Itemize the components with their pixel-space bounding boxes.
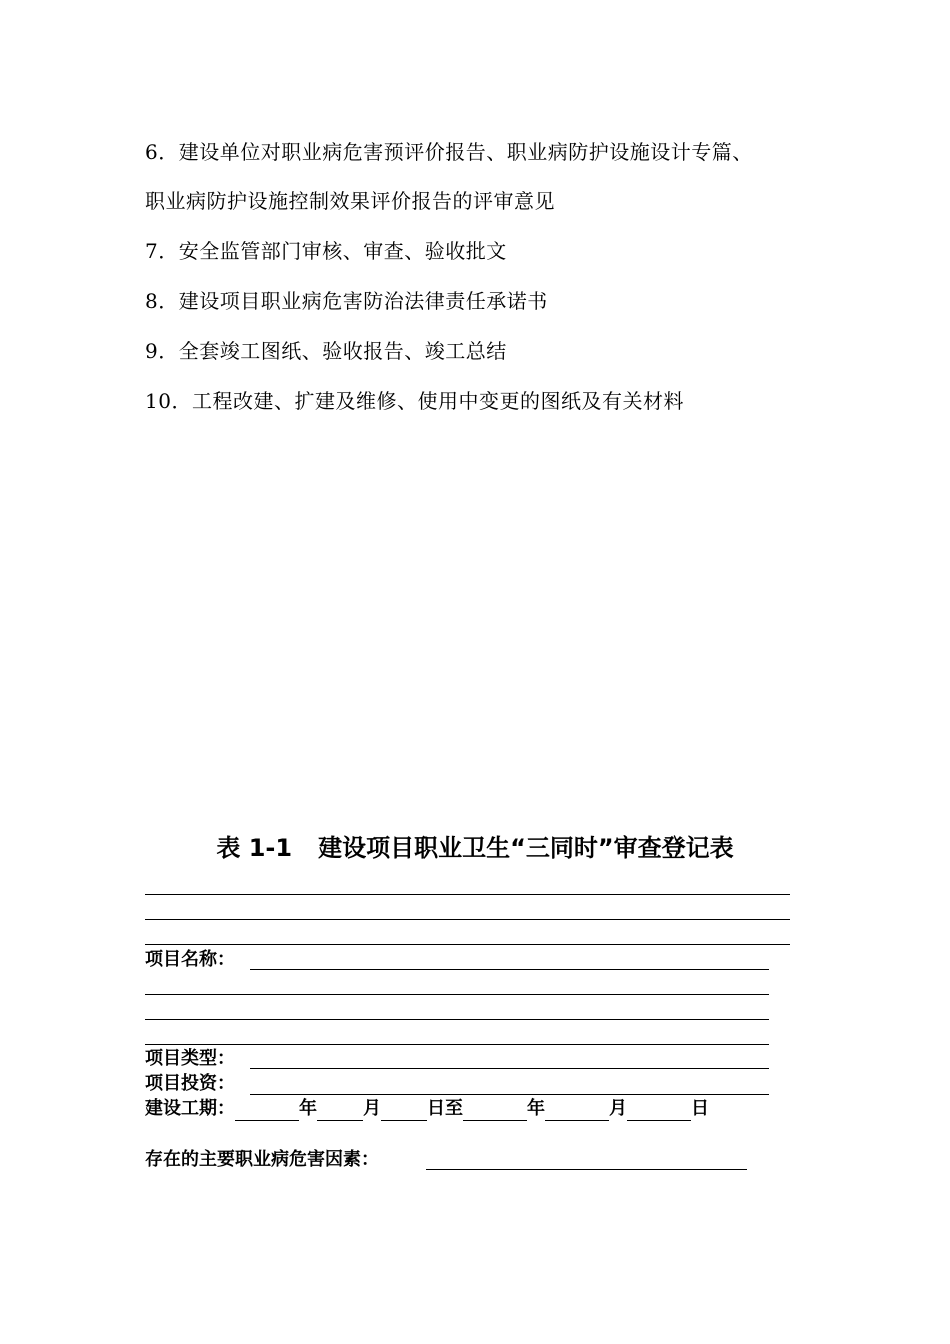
start-month-field[interactable] [317, 1100, 363, 1121]
table-code: 表 1-1 [216, 834, 293, 862]
hazard-factors-field[interactable] [426, 1169, 747, 1170]
day-label: 日 [691, 1098, 709, 1119]
start-day-field[interactable] [381, 1100, 427, 1121]
project-name-label: 项目名称： [145, 949, 235, 970]
list-item-6-continued: 职业病防护设施控制效果评价报告的评审意见 [145, 189, 555, 213]
year-label: 年 [299, 1098, 317, 1119]
list-item-7: 7．安全监管部门审核、审查、验收批文 [145, 239, 507, 263]
project-type-label: 项目类型： [145, 1048, 235, 1069]
project-investment-field[interactable] [250, 1094, 769, 1095]
blank-rule-1 [145, 894, 790, 895]
project-name-line-4[interactable] [145, 1044, 769, 1045]
project-type-field[interactable] [250, 1068, 769, 1069]
table-title-text: 建设项目职业卫生“三同时”审查登记表 [318, 834, 734, 862]
end-day-field[interactable] [627, 1100, 691, 1121]
list-item-8: 8．建设项目职业病危害防治法律责任承诺书 [145, 289, 548, 313]
project-name-line-2[interactable] [145, 994, 769, 995]
project-name-line-3[interactable] [145, 1019, 769, 1020]
table-title [0, 832, 950, 864]
construction-period-label: 建设工期： [145, 1098, 235, 1119]
blank-rule-3 [145, 944, 790, 945]
year-label-2: 年 [527, 1098, 545, 1119]
list-item-6: 6．建设单位对职业病危害预评价报告、职业病防护设施设计专篇、 [145, 140, 753, 164]
hazard-factors-label: 存在的主要职业病危害因素： [145, 1149, 379, 1170]
blank-rule-2 [145, 919, 790, 920]
project-investment-label: 项目投资： [145, 1073, 235, 1094]
month-label-2: 月 [609, 1098, 627, 1119]
month-label: 月 [363, 1098, 381, 1119]
end-year-field[interactable] [463, 1100, 527, 1121]
construction-period-row [145, 1097, 709, 1121]
day-to-label: 日至 [427, 1098, 463, 1119]
start-year-field[interactable] [235, 1100, 299, 1121]
end-month-field[interactable] [545, 1100, 609, 1121]
project-name-field[interactable] [250, 969, 769, 970]
list-item-9: 9．全套竣工图纸、验收报告、竣工总结 [145, 339, 507, 363]
list-item-10: 10．工程改建、扩建及维修、使用中变更的图纸及有关材料 [145, 389, 684, 413]
